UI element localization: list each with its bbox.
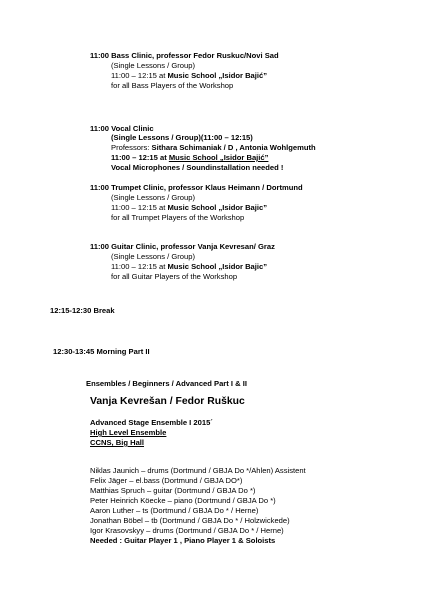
ensemble-member: Peter Heinrich Köecke – piano (Dortmund / GBJA Do *) <box>90 496 276 505</box>
ensemble-name: Advanced Stage Ensemble I 2015´ <box>90 418 213 427</box>
bass-clinic-time <box>111 71 267 80</box>
ensemble-member: Matthias Spruch – guitar (Dortmund / GBJA Do *) <box>90 486 256 495</box>
ensemble-leaders: Vanja Kevrešan / Fedor Ruškuc <box>90 396 245 407</box>
guitar-clinic-time <box>111 262 267 271</box>
vocal-clinic-prof-names: Sithara Schimaniak / D , Antonia Wohlgemuth <box>151 143 316 152</box>
vocal-clinic-prof-label: Professors: <box>111 143 152 152</box>
vocal-clinic-time <box>111 153 268 162</box>
ensemble-location: CCNS, Big Hall <box>90 438 145 447</box>
ensemble-member: Jonathan Böbel – tb (Dortmund / GBJA Do * / Holzwickede) <box>90 516 290 525</box>
ensemble-needed: Needed : Guitar Player 1 , Piano Player 1 & Soloists <box>90 536 276 545</box>
ensemble-member: Felix Jäger – el.bass (Dortmund / GBJA DO*) <box>90 476 243 485</box>
vocal-clinic-venue: Music School „Isidor Bajić” <box>168 153 269 162</box>
ensemble-level: High Level Ensemble <box>90 428 167 437</box>
bass-clinic-venue: Music School „Isidor Bajić” <box>167 71 268 80</box>
ensemble-member: Aaron Luther – ts (Dortmund / GBJA Do * / Herne) <box>90 506 259 515</box>
break-heading: 12:15-12:30 Break <box>50 306 115 315</box>
vocal-clinic-time-text: 11:00 – 12:15 at <box>111 153 169 162</box>
ensemble-member: Niklas Jaunich – drums (Dortmund / GBJA Do */Ahlen) Assistent <box>90 466 306 475</box>
bass-clinic-lessons: (Single Lessons / Group) <box>111 61 195 70</box>
guitar-clinic-title: 11:00 Guitar Clinic, professor Vanja Kevresan/ Graz <box>90 242 275 251</box>
guitar-clinic-time-text: 11:00 – 12:15 at <box>111 262 168 271</box>
guitar-clinic-note: for all Guitar Players of the Workshop <box>111 272 238 281</box>
bass-clinic-title: 11:00 Bass Clinic, professor Fedor Ruskuc/Novi Sad <box>90 51 279 60</box>
ensembles-heading: Ensembles / Beginners / Advanced Part I & II <box>86 379 247 388</box>
trumpet-clinic-note: for all Trumpet Players of the Workshop <box>111 213 245 222</box>
trumpet-clinic-lessons: (Single Lessons / Group) <box>111 193 195 202</box>
trumpet-clinic-time-text: 11:00 – 12:15 at <box>111 203 168 212</box>
bass-clinic-time-text: 11:00 – 12:15 at <box>111 71 168 80</box>
ensemble-member: Igor Krasovskyy – drums (Dortmund / GBJA Do * / Herne) <box>90 526 284 535</box>
trumpet-clinic-venue: Music School „Isidor Bajic” <box>167 203 268 212</box>
vocal-clinic-lessons: (Single Lessons / Group)(11:00 – 12:15) <box>111 133 253 142</box>
vocal-clinic-note: Vocal Microphones / Soundinstallation needed ! <box>111 163 284 172</box>
trumpet-clinic-time <box>111 203 267 212</box>
guitar-clinic-lessons: (Single Lessons / Group) <box>111 252 195 261</box>
vocal-clinic-title: 11:00 Vocal Clinic <box>90 124 154 133</box>
trumpet-clinic-title: 11:00 Trumpet Clinic, professor Klaus Heimann / Dortmund <box>90 183 303 192</box>
vocal-clinic-professors <box>111 143 316 152</box>
bass-clinic-note: for all Bass Players of the Workshop <box>111 81 234 90</box>
guitar-clinic-venue: Music School „Isidor Bajic” <box>167 262 268 271</box>
morning-part-heading: 12:30-13:45 Morning Part II <box>53 347 150 356</box>
